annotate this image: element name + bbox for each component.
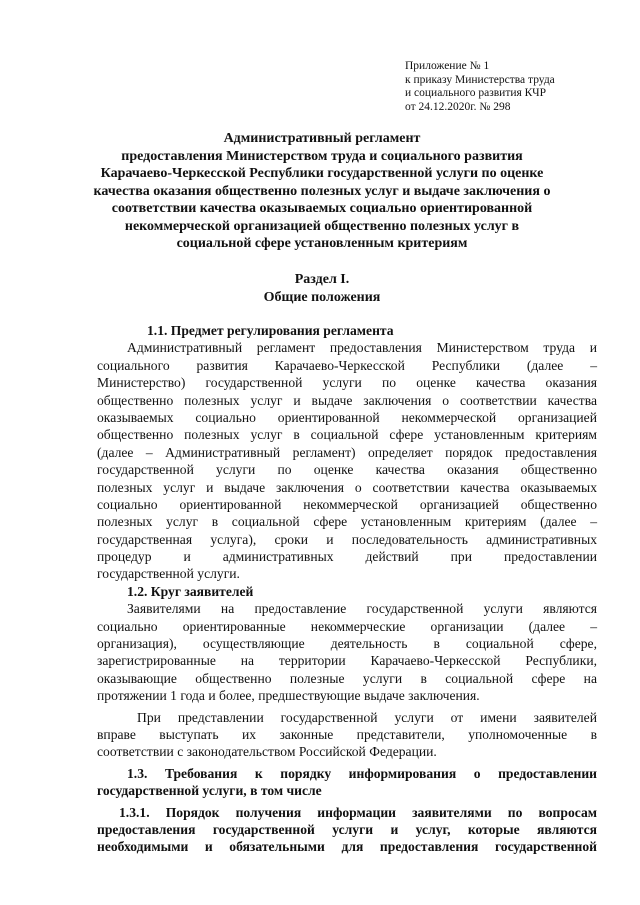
- paragraph-line: соответствии с законодательством Российской Федерации.: [97, 744, 437, 760]
- paragraph-line: социального развития Карачаево-Черкесской Республики (далее –: [97, 357, 597, 373]
- title-line: соответствии качества оказываемых социально ориентированной: [111, 201, 533, 216]
- document-body: [97, 322, 597, 856]
- paragraph-line: оказываемых социально ориентированной некоммерческой организацией: [97, 409, 597, 425]
- title-line: социальной сфере установленным критериям: [176, 236, 468, 251]
- paragraph-line: общественно полезных услуг в социальной сфере установленным критериям: [97, 427, 597, 443]
- document-title: [80, 130, 564, 253]
- paragraph-line: Министерство) государственной услуги по оценке качества оказания: [97, 375, 597, 391]
- paragraph-line: общественно полезных услуг и выдаче заключения о соответствии качества: [97, 392, 597, 408]
- section-number: Раздел I.: [294, 272, 350, 287]
- subsection-heading-1-3: государственной услуги, в том числе: [97, 783, 322, 799]
- paragraph-line: (далее – Административный регламент) определяет порядок предоставления: [97, 444, 597, 460]
- paragraph-line: протяжении 1 года и более, предшествующие выдаче заключения.: [97, 688, 480, 704]
- appendix-line: и социального развития КЧР: [405, 87, 547, 99]
- subsection-heading-1-3-1: предоставления государственной услуги и услуг, которые являются: [97, 821, 597, 837]
- paragraph-line: процедур и административных действий при предоставлении: [97, 549, 597, 565]
- paragraph-line: государственной услуги.: [97, 566, 240, 582]
- subsection-heading-1-3-1: 1.3.1. Порядок получения информации заявителями по вопросам: [119, 804, 597, 820]
- paragraph-line: полезных услуг и выдаче заключения о соответствии качества оказываемых: [97, 479, 597, 495]
- section-heading: [80, 271, 564, 307]
- paragraph-line: полезных услуг в социальной сфере установленным критериям (далее –: [97, 514, 597, 530]
- paragraph-line: Административный регламент предоставления Министерством труда и: [127, 340, 597, 356]
- subsection-heading-1-1: 1.1. Предмет регулирования регламента: [147, 323, 394, 338]
- title-line: предоставления Министерством труда и социального развития: [121, 148, 523, 164]
- paragraph-line: оказывающие общественно полезные услуги в социальной сфере на: [97, 670, 597, 686]
- section-name: Общие положения: [263, 290, 381, 305]
- paragraph-line: социально ориентированной некоммерческой организацией общественно: [97, 496, 597, 512]
- appendix-line: к приказу Министерства труда: [405, 73, 555, 86]
- appendix-line: от 24.12.2020г. № 298: [405, 100, 511, 113]
- paragraph-line: зарегистрированные на территории Карачаево-Черкесской Республики,: [97, 653, 597, 669]
- paragraph-line: государственной услуги по оценке качества оказания общественно: [97, 462, 597, 478]
- appendix-note: [405, 60, 605, 114]
- paragraph-line: организация), осуществляющие деятельность в социальной сфере,: [97, 636, 597, 652]
- appendix-line: Приложение № 1: [405, 60, 490, 72]
- subsection-heading-1-2: 1.2. Круг заявителей: [127, 583, 254, 599]
- title-line: Административный регламент: [223, 131, 421, 146]
- subsection-heading-1-3: 1.3. Требования к порядку информирования о предоставлении: [127, 765, 597, 781]
- paragraph-line: Заявителями на предоставление государственной услуги являются: [127, 601, 597, 617]
- title-line: качества оказания общественно полезных услуг и выдаче заключения о: [93, 183, 551, 199]
- paragraph-line: государственная услуга), сроки и последовательность административных: [97, 531, 597, 547]
- paragraph-line: социально ориентированные некоммерческие организации (далее –: [97, 618, 597, 634]
- title-line: Карачаево-Черкесской Республики государственной услуги по оценке: [100, 166, 544, 181]
- paragraph-line: При представлении государственной услуги от имени заявителей: [137, 709, 597, 725]
- subsection-heading-1-3-1: необходимыми и обязательными для предоставления государственной: [97, 839, 597, 855]
- title-line: некоммерческой организацией общественно полезных услуг в: [124, 218, 520, 234]
- paragraph-line: вправе выступать их законные представители, уполномоченные в: [97, 726, 597, 742]
